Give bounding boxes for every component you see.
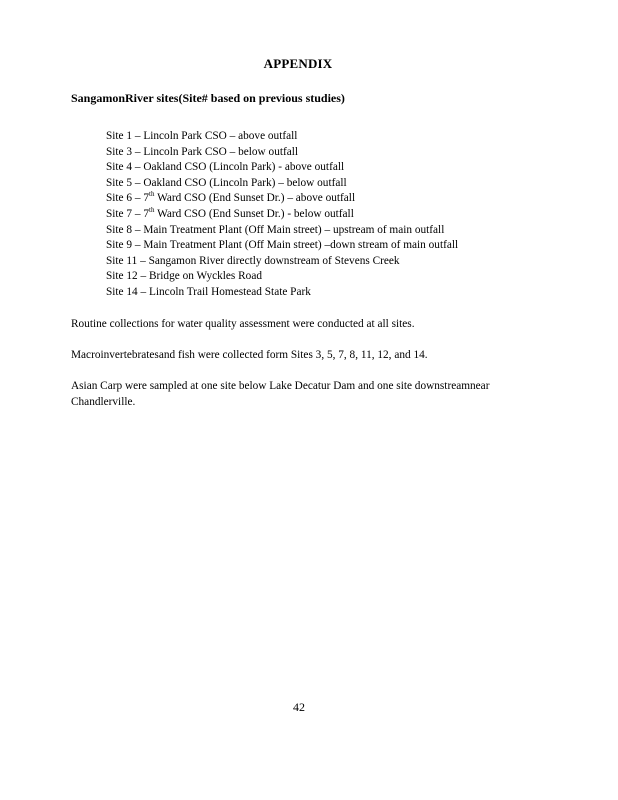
site-list-item: Site 3 – Lincoln Park CSO – below outfall: [106, 145, 299, 158]
site-list-item: Site 5 – Oakland CSO (Lincoln Park) – below outfall: [106, 176, 347, 189]
site-list-item: Site 14 – Lincoln Trail Homestead State Park: [106, 285, 311, 298]
paragraph-asian-carp: Asian Carp were sampled at one site below Lake Decatur Dam and one site downstreamnear Chandlerville.: [71, 380, 490, 408]
site-list-item: Site 11 – Sangamon River directly downstream of Stevens Creek: [106, 254, 400, 267]
site-list-item: Site 1 – Lincoln Park CSO – above outfall: [106, 130, 298, 142]
page-number: 42: [293, 700, 305, 714]
site-list: [106, 129, 458, 301]
paragraph-macroinvertebrates: Macroinvertebratesand fish were collected form Sites 3, 5, 7, 8, 11, 12, and 14.: [71, 349, 428, 361]
site-list-item: Site 6 – 7th Ward CSO (End Sunset Dr.) – above outfall: [106, 190, 356, 205]
ordinal-suffix: th: [149, 206, 155, 215]
site-list-item: Site 7 – 7th Ward CSO (End Sunset Dr.) - below outfall: [106, 206, 354, 220]
ordinal-suffix: th: [149, 190, 155, 199]
site-list-item: Site 8 – Main Treatment Plant (Off Main street) – upstream of main outfall: [106, 223, 445, 236]
site-list-item: Site 12 – Bridge on Wyckles Road: [106, 270, 262, 283]
site-list-item: Site 4 – Oakland CSO (Lincoln Park) - above outfall: [106, 161, 345, 174]
paragraph-routine-collections: Routine collections for water quality assessment were conducted at all sites.: [71, 318, 415, 330]
site-list-item: Site 9 – Main Treatment Plant (Off Main street) –down stream of main outfall: [106, 239, 459, 252]
section-heading: SangamonRiver sites(Site# based on previous studies): [71, 91, 345, 105]
page-title: APPENDIX: [263, 56, 333, 71]
